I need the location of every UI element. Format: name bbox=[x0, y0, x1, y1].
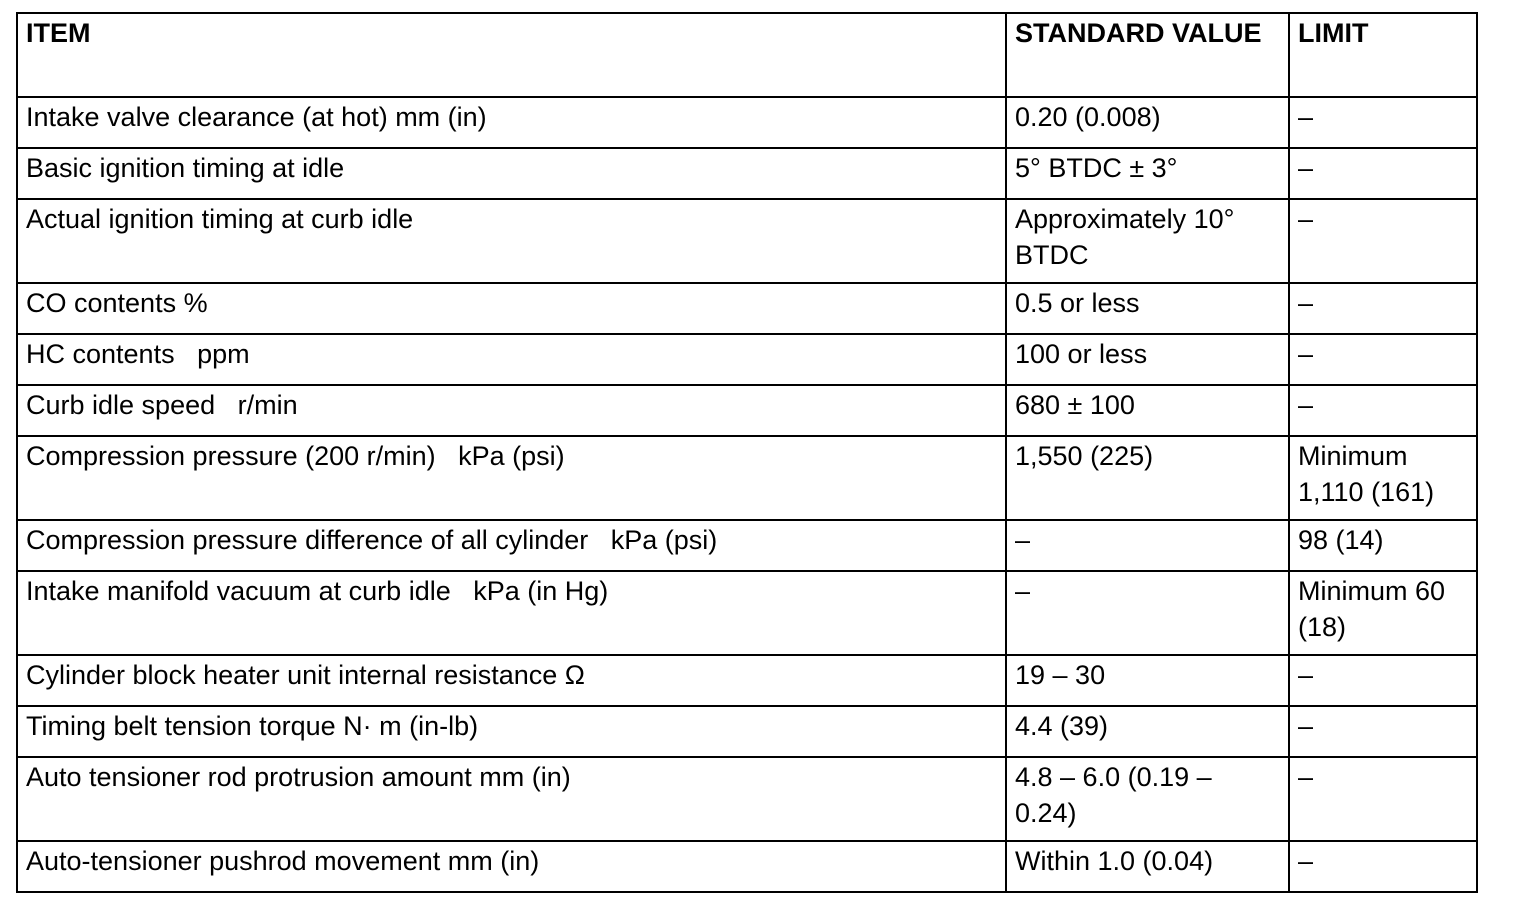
item-cell: Intake manifold vacuum at curb idle kPa (in Hg) bbox=[17, 571, 1006, 655]
table-row bbox=[17, 283, 1477, 334]
standard-cell: 4.8 – 6.0 (0.19 – 0.24) bbox=[1006, 757, 1289, 841]
limit-cell: – bbox=[1289, 148, 1477, 199]
table-row bbox=[17, 706, 1477, 757]
standard-cell: – bbox=[1006, 520, 1289, 571]
item-cell: Compression pressure difference of all cylinder kPa (psi) bbox=[17, 520, 1006, 571]
standard-cell: – bbox=[1006, 571, 1289, 655]
table-row bbox=[17, 97, 1477, 148]
limit-cell: – bbox=[1289, 334, 1477, 385]
item-cell: Timing belt tension torque N· m (in-lb) bbox=[17, 706, 1006, 757]
standard-cell: 5° BTDC ± 3° bbox=[1006, 148, 1289, 199]
table-row bbox=[17, 655, 1477, 706]
limit-cell: Minimum 1,110 (161) bbox=[1289, 436, 1477, 520]
limit-cell: – bbox=[1289, 655, 1477, 706]
header-standard-value: STANDARD VALUE bbox=[1006, 13, 1289, 97]
table-row bbox=[17, 571, 1477, 655]
standard-cell: 1,550 (225) bbox=[1006, 436, 1289, 520]
limit-cell: 98 (14) bbox=[1289, 520, 1477, 571]
limit-cell: Minimum 60 (18) bbox=[1289, 571, 1477, 655]
standard-cell: 4.4 (39) bbox=[1006, 706, 1289, 757]
limit-cell: – bbox=[1289, 283, 1477, 334]
table-row bbox=[17, 148, 1477, 199]
item-cell: HC contents ppm bbox=[17, 334, 1006, 385]
limit-cell: – bbox=[1289, 97, 1477, 148]
standard-cell: Within 1.0 (0.04) bbox=[1006, 841, 1289, 892]
standard-cell: 100 or less bbox=[1006, 334, 1289, 385]
standard-cell: Approximately 10° BTDC bbox=[1006, 199, 1289, 283]
table-row bbox=[17, 334, 1477, 385]
item-cell: Compression pressure (200 r/min) kPa (psi) bbox=[17, 436, 1006, 520]
item-cell: Actual ignition timing at curb idle bbox=[17, 199, 1006, 283]
item-cell: Intake valve clearance (at hot) mm (in) bbox=[17, 97, 1006, 148]
table-row bbox=[17, 757, 1477, 841]
item-cell: Auto tensioner rod protrusion amount mm (in) bbox=[17, 757, 1006, 841]
header-row bbox=[17, 13, 1477, 97]
item-cell: Cylinder block heater unit internal resistance Ω bbox=[17, 655, 1006, 706]
table-row bbox=[17, 436, 1477, 520]
limit-cell: – bbox=[1289, 841, 1477, 892]
limit-cell: – bbox=[1289, 757, 1477, 841]
specification-table bbox=[16, 12, 1478, 893]
item-cell: Basic ignition timing at idle bbox=[17, 148, 1006, 199]
header-limit: LIMIT bbox=[1289, 13, 1477, 97]
limit-cell: – bbox=[1289, 199, 1477, 283]
item-cell: Auto-tensioner pushrod movement mm (in) bbox=[17, 841, 1006, 892]
standard-cell: 0.5 or less bbox=[1006, 283, 1289, 334]
table-row bbox=[17, 841, 1477, 892]
header-item: ITEM bbox=[17, 13, 1006, 97]
limit-cell: – bbox=[1289, 385, 1477, 436]
table-row bbox=[17, 199, 1477, 283]
table-row bbox=[17, 385, 1477, 436]
standard-cell: 680 ± 100 bbox=[1006, 385, 1289, 436]
item-cell: Curb idle speed r/min bbox=[17, 385, 1006, 436]
table-row bbox=[17, 520, 1477, 571]
item-cell: CO contents % bbox=[17, 283, 1006, 334]
standard-cell: 0.20 (0.008) bbox=[1006, 97, 1289, 148]
limit-cell: – bbox=[1289, 706, 1477, 757]
standard-cell: 19 – 30 bbox=[1006, 655, 1289, 706]
